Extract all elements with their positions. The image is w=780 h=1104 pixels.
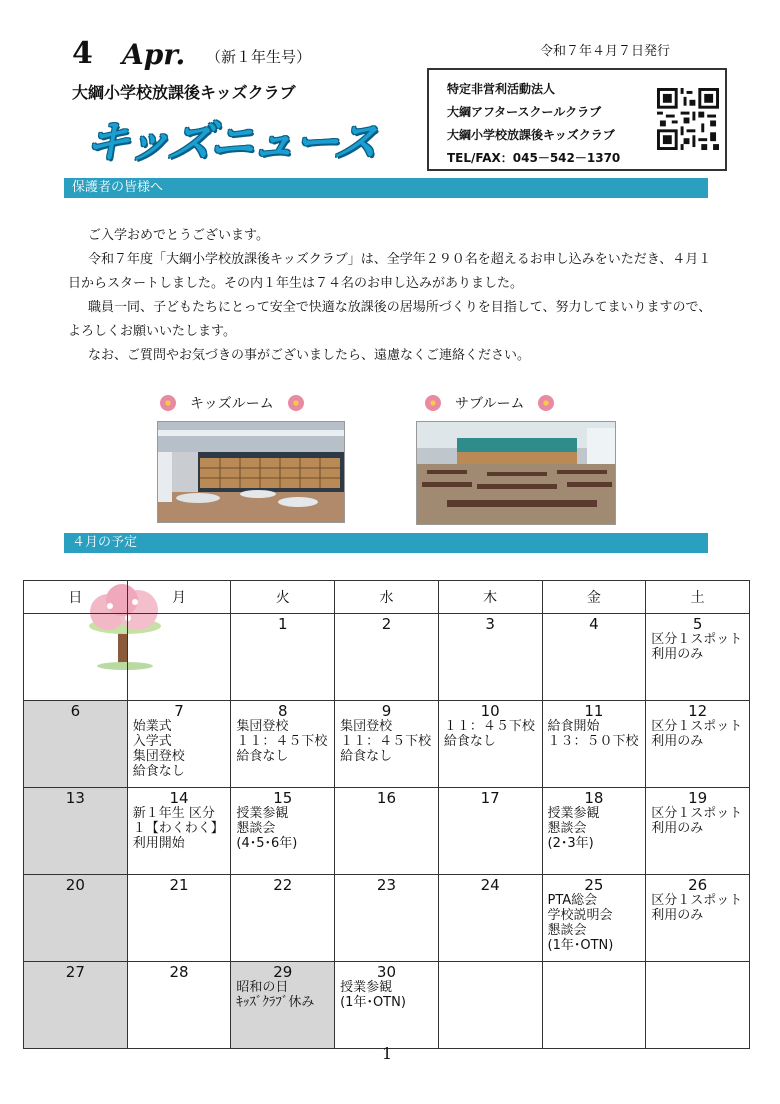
- day-number: 2: [381, 615, 392, 633]
- day-number: 29: [273, 963, 293, 981]
- weekday-saturday: 土: [646, 581, 750, 614]
- calendar-day-cell: [542, 614, 646, 701]
- day-event-note: 給食なし: [443, 734, 496, 749]
- calendar-day-cell: [542, 962, 646, 1049]
- day-number: 23: [376, 876, 396, 894]
- calendar-day-cell: [127, 701, 231, 788]
- day-number: 12: [688, 702, 708, 720]
- calendar-day-cell: [127, 788, 231, 875]
- calendar-week-row: [24, 962, 750, 1049]
- calendar-day-cell: [335, 614, 439, 701]
- day-event-note: (4･5･6年): [236, 836, 298, 851]
- calendar-day-cell: [438, 701, 542, 788]
- day-number: 21: [169, 876, 189, 894]
- calendar-week-row: [24, 701, 750, 788]
- page-number: 1: [382, 1044, 393, 1063]
- sub-room-caption: [425, 393, 554, 413]
- sub-room-photo: [416, 421, 616, 525]
- flower-icon: [538, 395, 554, 411]
- day-event-note: (1年･OTN): [547, 938, 614, 953]
- greeting-paragraph: 職員一同、子どもたちにとって安全で快適な放課後の居場所づくりを目指して、努力してまいりますので、よろしくお願いいたします。: [68, 300, 712, 339]
- calendar-day-cell: [335, 962, 439, 1049]
- club-name: 大綱小学校放課後キッズクラブ: [72, 83, 296, 102]
- weekday-thursday: 木: [438, 581, 542, 614]
- contact-org-name: 大綱アフタースクールクラブ: [447, 105, 602, 119]
- day-event-note: 昭和の日: [236, 980, 289, 995]
- contact-box: [427, 68, 727, 171]
- day-event-note: 給食なし: [340, 749, 393, 764]
- day-number: 10: [480, 702, 500, 720]
- issue-month: Apr.: [122, 38, 186, 71]
- calendar-day-cell: [335, 875, 439, 962]
- edition-label: （新１年生号）: [206, 48, 312, 66]
- day-number: 22: [273, 876, 293, 894]
- day-number: 14: [169, 789, 189, 807]
- contact-club-name: 大綱小学校放課後キッズクラブ: [447, 128, 615, 142]
- day-number: 18: [584, 789, 604, 807]
- calendar-week-row: [24, 614, 750, 701]
- april-calendar: [23, 580, 750, 1049]
- kids-room-photo: [157, 421, 345, 523]
- calendar-day-cell: [438, 875, 542, 962]
- flower-icon: [288, 395, 304, 411]
- greeting-paragraph: ご入学おめでとうございます。: [88, 228, 269, 243]
- day-event-note: 懇談会: [547, 923, 587, 938]
- calendar-day-cell: [646, 875, 750, 962]
- day-number: 5: [692, 615, 703, 633]
- weekday-tuesday: 火: [231, 581, 335, 614]
- day-event-note: 授業参観: [547, 806, 600, 821]
- day-event-note: (2･3年): [547, 836, 594, 851]
- greeting-body: [68, 224, 718, 368]
- calendar-day-cell: [231, 701, 335, 788]
- calendar-day-cell: [646, 701, 750, 788]
- day-number: 13: [65, 789, 85, 807]
- contact-org-type: 特定非営利活動法人: [447, 82, 556, 96]
- calendar-day-cell: [542, 788, 646, 875]
- calendar-day-cell: [24, 962, 128, 1049]
- day-number: 11: [584, 702, 604, 720]
- day-number: 25: [584, 876, 604, 894]
- day-event-note: 新１年生 区分１【わくわく】利用開始: [132, 806, 224, 851]
- day-number: 30: [376, 963, 396, 981]
- day-number: 3: [485, 615, 495, 633]
- day-event-note: 授業参観: [236, 806, 289, 821]
- weekday-friday: 金: [542, 581, 646, 614]
- day-event-note: 給食なし: [132, 764, 185, 779]
- calendar-day-cell: [231, 875, 335, 962]
- calendar-day-cell: [231, 614, 335, 701]
- calendar-day-cell: [335, 701, 439, 788]
- day-event-note: 集団登校: [236, 719, 289, 734]
- kids-room-label: キッズルーム: [190, 396, 274, 412]
- day-event-note: (1年･OTN): [340, 995, 406, 1010]
- calendar-week-row: [24, 788, 750, 875]
- day-number: 17: [480, 789, 500, 807]
- day-event-note: 学校説明会: [547, 908, 613, 923]
- day-event-note: 授業参観: [340, 980, 393, 995]
- day-event-note: 区分１スポット利用のみ: [651, 632, 743, 662]
- calendar-day-cell: [646, 788, 750, 875]
- day-event-note: 区分１スポット利用のみ: [651, 806, 743, 836]
- greeting-paragraph: 令和７年度「大綱小学校放課後キッズクラブ」は、全学年２９０名を超えるお申し込みをいただき、４月１日からスタートしました。その内１年生は７４名のお申し込みがありました。: [68, 252, 712, 291]
- contact-phone: TEL/FAX：045－542－1370: [447, 151, 621, 165]
- calendar-day-cell: [438, 788, 542, 875]
- calendar-day-cell: [127, 962, 231, 1049]
- weekday-monday: 月: [127, 581, 231, 614]
- day-event-note: 区分１スポット利用のみ: [651, 719, 743, 749]
- day-event-note: PTA総会: [547, 893, 598, 908]
- day-event-note: １１：４５下校: [443, 719, 535, 734]
- greeting-paragraph: なお、ご質問やお気づきの事がございましたら、遠慮なくご連絡ください。: [88, 348, 531, 363]
- flower-icon: [160, 395, 176, 411]
- day-number: 28: [169, 963, 189, 981]
- calendar-day-cell: [24, 875, 128, 962]
- day-number: 16: [376, 789, 396, 807]
- calendar-day-cell: [335, 788, 439, 875]
- calendar-day-cell: [24, 701, 128, 788]
- day-event-note: 始業式: [132, 719, 172, 734]
- day-event-note: 集団登校: [132, 749, 185, 764]
- day-event-note: 懇談会: [547, 821, 587, 836]
- day-event-note: 入学式: [132, 734, 172, 749]
- day-event-note: 給食開始: [547, 719, 600, 734]
- calendar-day-cell: [542, 701, 646, 788]
- calendar-day-cell: [127, 614, 231, 701]
- day-number: 24: [480, 876, 500, 894]
- greeting-heading: 保護者の皆様へ: [64, 178, 708, 198]
- schedule-heading: ４月の予定: [64, 533, 708, 553]
- day-number: 19: [688, 789, 708, 807]
- day-event-note: ｷｯｽﾞｸﾗﾌﾞ休み: [236, 995, 315, 1010]
- masthead-title: キッズニュース: [81, 117, 380, 168]
- weekday-sunday: 日: [24, 581, 128, 614]
- calendar-day-cell: [438, 614, 542, 701]
- calendar-day-cell: [438, 962, 542, 1049]
- publish-date: 令和７年４月７日発行: [540, 44, 671, 59]
- calendar-week-row: [24, 875, 750, 962]
- day-event-note: １３：５０下校: [547, 734, 639, 749]
- calendar-day-cell: [24, 614, 128, 701]
- day-event-note: 給食なし: [236, 749, 289, 764]
- calendar-day-cell: [542, 875, 646, 962]
- day-number: 6: [70, 702, 81, 720]
- calendar-day-cell: [231, 788, 335, 875]
- day-number: 9: [381, 702, 392, 720]
- day-number: 27: [65, 963, 85, 981]
- day-number: 8: [277, 702, 288, 720]
- calendar-day-cell: [231, 962, 335, 1049]
- day-event-note: 集団登校: [340, 719, 393, 734]
- calendar-day-cell: [127, 875, 231, 962]
- day-number: 15: [273, 789, 293, 807]
- flower-icon: [425, 395, 441, 411]
- day-event-note: 懇談会: [236, 821, 276, 836]
- kids-room-caption: [160, 393, 304, 413]
- sub-room-label: サブルーム: [455, 396, 525, 412]
- calendar-body: [24, 614, 750, 1049]
- weekday-header-row: [24, 581, 750, 614]
- day-number: 20: [65, 876, 85, 894]
- issue-number: 4: [72, 36, 93, 71]
- day-event-note: 区分１スポット利用のみ: [651, 893, 743, 923]
- calendar-day-cell: [24, 788, 128, 875]
- calendar-day-cell: [646, 614, 750, 701]
- day-number: 4: [589, 615, 599, 633]
- day-number: 26: [688, 876, 708, 894]
- calendar-day-cell: [646, 962, 750, 1049]
- day-event-note: １１：４５下校: [340, 734, 432, 749]
- weekday-wednesday: 水: [335, 581, 439, 614]
- day-event-note: １１：４５下校: [236, 734, 328, 749]
- day-number: 7: [174, 702, 184, 720]
- qr-code-icon: [657, 88, 719, 150]
- day-number: 1: [277, 615, 288, 633]
